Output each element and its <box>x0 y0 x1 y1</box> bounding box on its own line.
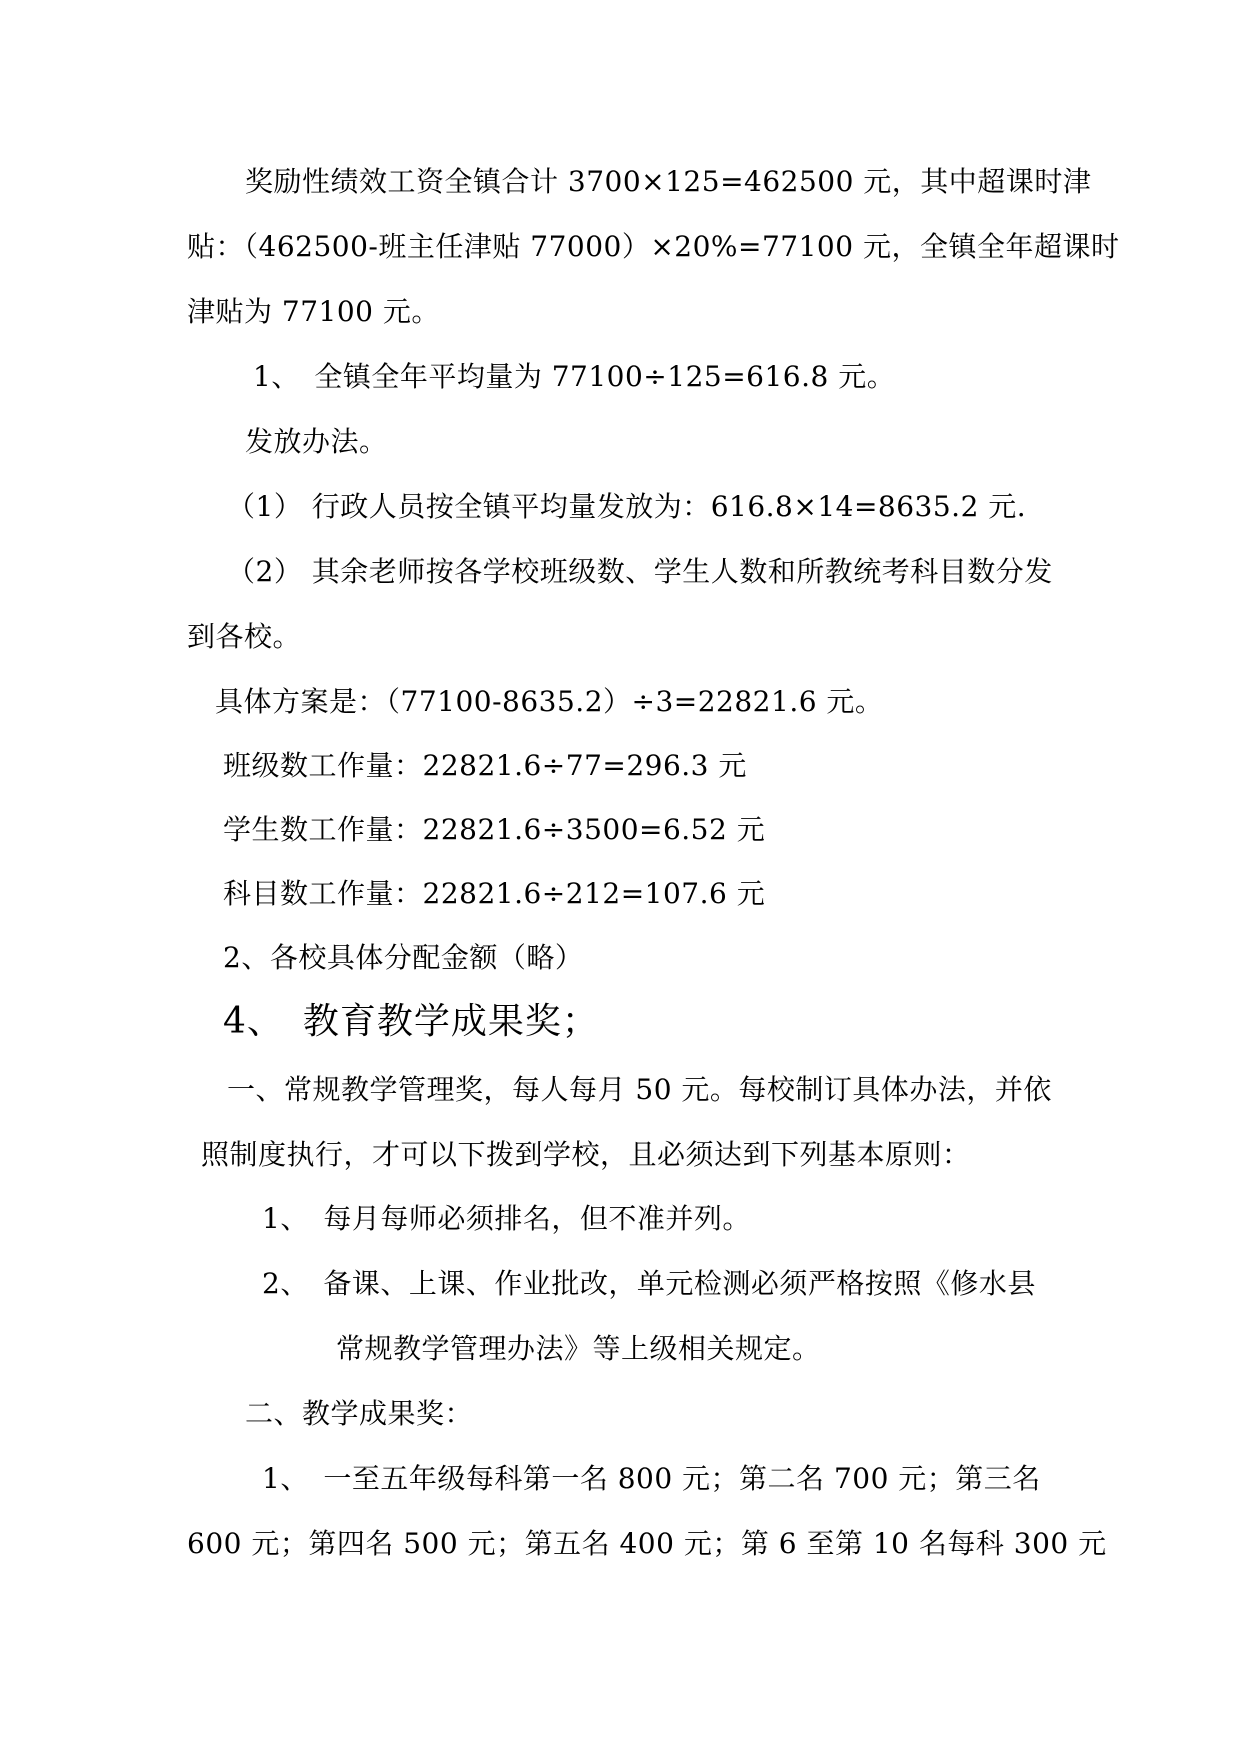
list-item: （2） 其余老师按各学校班级数、学生人数和所教统考科目数分发 <box>227 555 1053 588</box>
list-item: 1、 全镇全年平均量为 77100÷125=616.8 元。 <box>253 360 896 393</box>
paragraph-line: 班级数工作量：22821.6÷77=296.3 元 <box>223 749 747 782</box>
paragraph-line: 奖励性绩效工资全镇合计 3700×125=462500 元，其中超课时津 <box>245 165 1092 198</box>
list-item: 1、 每月每师必须排名，但不准并列。 <box>262 1202 751 1235</box>
paragraph-line: 2、各校具体分配金额（略） <box>223 941 584 974</box>
paragraph-line: 常规教学管理办法》等上级相关规定。 <box>336 1332 821 1365</box>
paragraph-line: 照制度执行，才可以下拨到学校，且必须达到下列基本原则： <box>201 1138 971 1171</box>
section-label: 发放办法。 <box>245 425 388 458</box>
list-item: 1、 一至五年级每科第一名 800 元；第二名 700 元；第三名 <box>262 1462 1041 1495</box>
paragraph-line: 具体方案是：（77100-8635.2）÷3=22821.6 元。 <box>215 685 884 718</box>
list-item: 2、 备课、上课、作业批改，单元检测必须严格按照《修水县 <box>262 1267 1036 1300</box>
paragraph-line: 贴：（462500-班主任津贴 77000）×20%=77100 元，全镇全年超课时 <box>187 230 1120 263</box>
section-label: 二、教学成果奖： <box>245 1397 474 1430</box>
paragraph-line: 一、常规教学管理奖，每人每月 50 元。每校制订具体办法，并依 <box>227 1073 1052 1106</box>
paragraph-line: 津贴为 77100 元。 <box>187 295 440 328</box>
paragraph-line: 600 元；第四名 500 元；第五名 400 元；第 6 至第 10 名每科 300 元 <box>187 1527 1107 1560</box>
section-heading: 4、 教育教学成果奖； <box>223 1001 599 1042</box>
paragraph-line: 学生数工作量：22821.6÷3500=6.52 元 <box>223 813 766 846</box>
list-item: （1） 行政人员按全镇平均量发放为：616.8×14=8635.2 元. <box>227 490 1027 523</box>
paragraph-line: 到各校。 <box>187 620 302 653</box>
paragraph-line: 科目数工作量：22821.6÷212=107.6 元 <box>223 877 766 910</box>
